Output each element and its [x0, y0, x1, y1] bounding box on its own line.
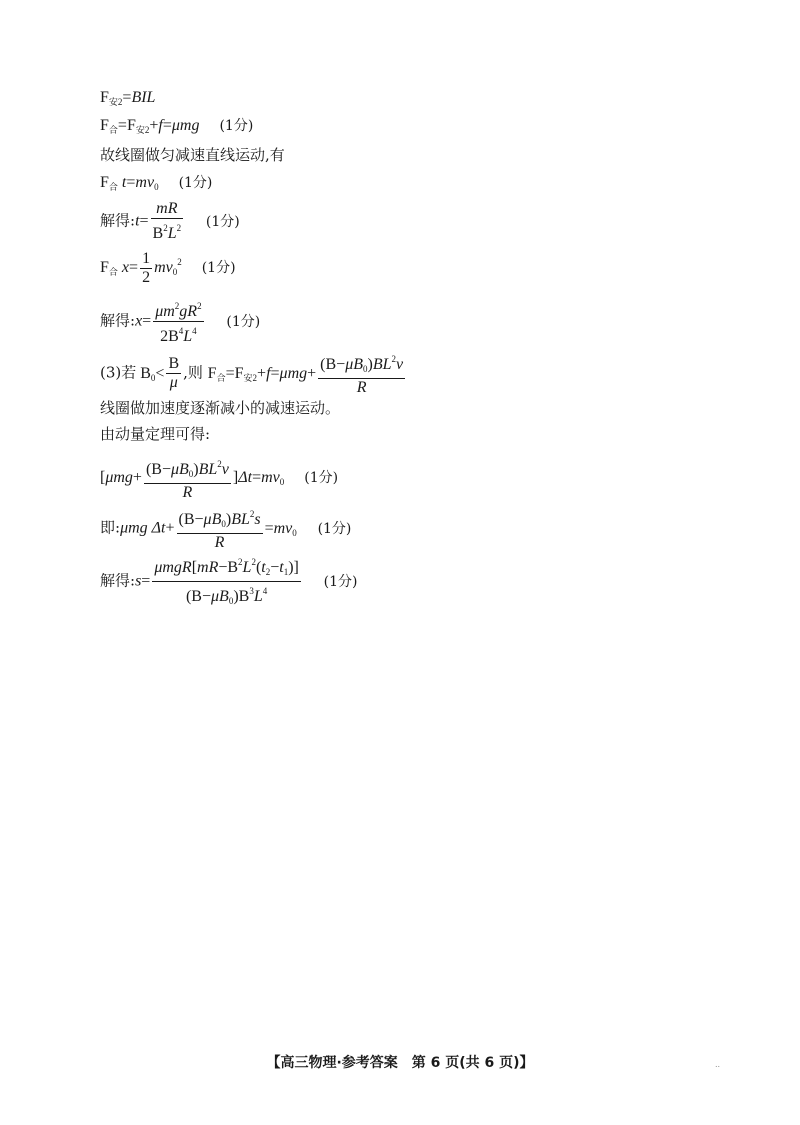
equation-impulse: $F_合$ $t=mv_0$ (1分)	[100, 174, 213, 192]
equation-solve-s: 解得:s= $\frac{\mu mgR[mR-B^2L^2(t_2-t_1)]}{(B-\mu B_0)B^3L^4}$ (1分)	[100, 553, 358, 610]
equation-ampere-force: $F_{安2}=BIL$	[100, 89, 156, 107]
equation-net-force: $F_合=F_{安2}+f=\mu mg$ (1分)	[100, 117, 254, 135]
solve-prefix: 解得:	[100, 311, 136, 330]
score-label: (1分)	[304, 470, 339, 487]
scan-mark: ..	[715, 1060, 721, 1069]
ji-prefix: 即:	[100, 518, 121, 537]
equation-work-energy: $F_合$ x= $\frac{1}{2}$ $mv_0^2$ (1分)	[100, 250, 236, 286]
page-footer: 【高三物理·参考答案 第 6 页(共 6 页)】	[266, 1055, 534, 1071]
text-uniform-deceleration: 故线圈做匀减速直线运动,有	[100, 146, 285, 164]
score-label: (1分)	[178, 175, 213, 191]
solve-prefix: 解得:	[100, 211, 136, 230]
solve-prefix: 解得:	[100, 571, 136, 590]
score-label: (1分)	[317, 520, 352, 537]
equation-solve-distance: 解得:x= $\frac{\mu m^2gR^2}{2B^4L^4}$ (1分)	[100, 297, 260, 346]
part-three-prefix: (3)若	[100, 363, 137, 382]
score-label: (1分)	[201, 260, 236, 277]
equation-part-three-condition: (3)若 $B_0<$ $\frac{B}{\mu}$ ,则 $F_合=F_{安2}+f=\mu mg+$ $\frac{(B-\mu B_0)BL^2v}{R}$	[100, 350, 407, 397]
text-decreasing-deceleration: 线圈做加速度逐渐减小的减速运动。	[100, 399, 341, 417]
equation-momentum-displacement: 即:μmg Δt+ $\frac{(B-\mu B_0)BL^2s}{R}$ $=mv_0$ (1分)	[100, 505, 351, 552]
score-label: (1分)	[205, 213, 240, 230]
score-label: (1分)	[323, 573, 358, 590]
text-momentum-theorem: 由动量定理可得:	[100, 425, 211, 443]
score-label: (1分)	[226, 313, 261, 330]
equation-momentum-theorem: [μmg+ $\frac{(B-\mu B_0)BL^2v}{R}$ ]$\Delta t=mv_0$ (1分)	[100, 455, 338, 502]
score-label: (1分)	[219, 118, 254, 134]
equation-solve-time: 解得:t= $\frac{mR}{B^2L^2}$ (1分)	[100, 200, 240, 242]
